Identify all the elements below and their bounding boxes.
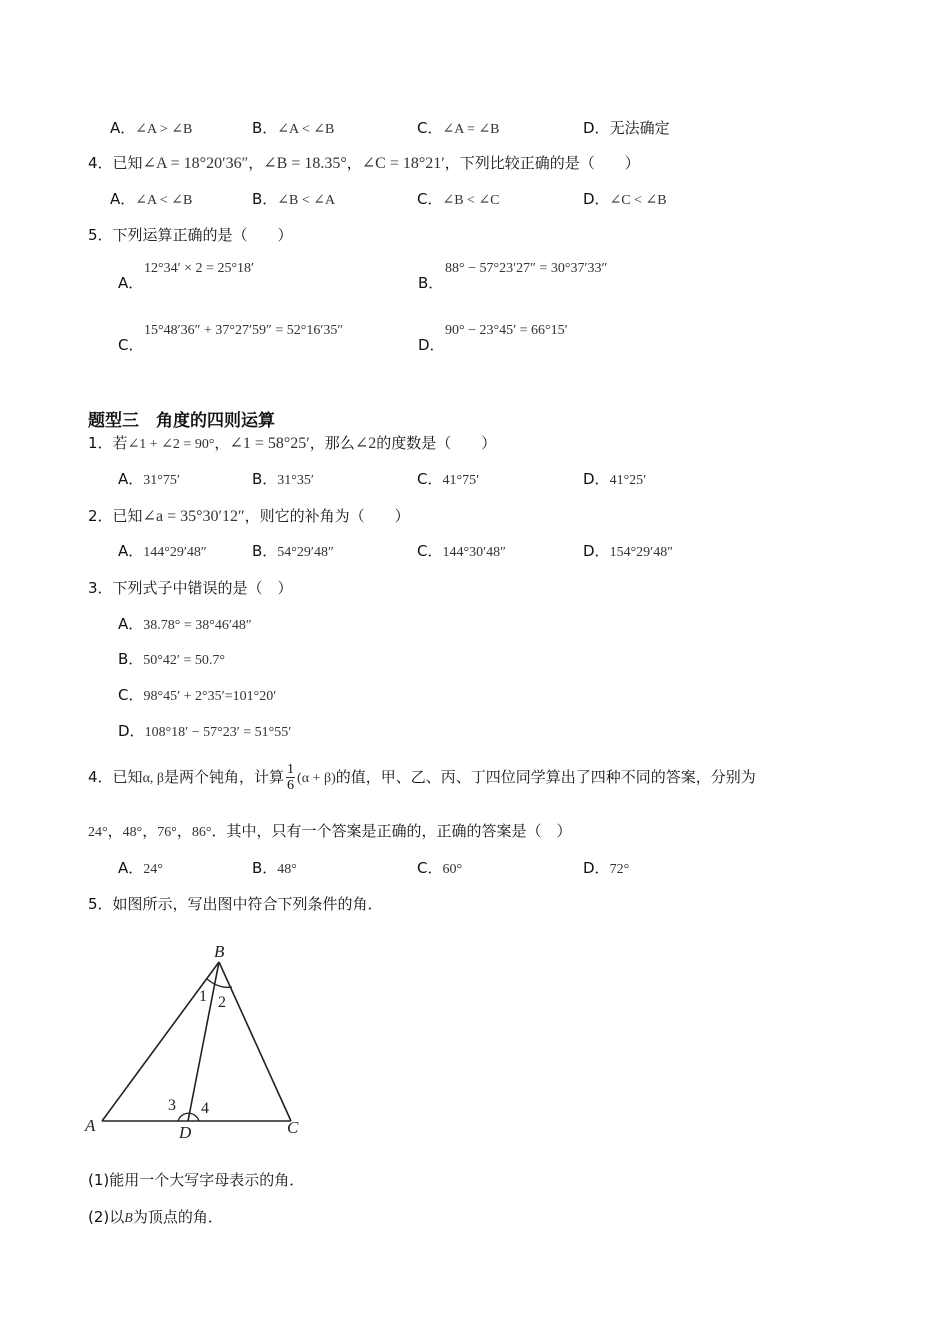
label-angle-1: 1 — [199, 988, 207, 1005]
triangle-figure — [80, 935, 320, 1145]
option-b: B．∠B < ∠A — [252, 190, 336, 208]
option-d: D．108°18′ − 57°23′ = 51°55′ — [118, 722, 292, 740]
option-a: A．24° — [118, 859, 163, 877]
sub-question-2: (2)以B为顶点的角． — [88, 1208, 223, 1226]
option-a: A．∠A > ∠B — [110, 119, 193, 137]
option-a: A．31°75′ — [118, 470, 180, 488]
option-d: D．154°29′48″ — [583, 542, 674, 560]
label-a: A — [85, 1116, 96, 1135]
label-d: D — [179, 1123, 192, 1142]
option-c: C．144°30′48″ — [417, 542, 506, 560]
question-5a: 5．下列运算正确的是（ ） — [88, 226, 293, 244]
option-d: D．∠C < ∠B — [583, 190, 667, 208]
option-d: D．72° — [583, 859, 630, 877]
question-3: 3．下列式子中错误的是（ ） — [88, 579, 293, 597]
label-angle-4: 4 — [201, 1100, 209, 1117]
option-c: C．∠A = ∠B — [417, 119, 500, 137]
option-b: B．48° — [252, 859, 297, 877]
option-a: A．∠A < ∠B — [110, 190, 193, 208]
option-b-label: B． — [418, 274, 444, 292]
option-c: C．∠B < ∠C — [417, 190, 500, 208]
label-angle-3: 3 — [168, 1097, 176, 1114]
option-b: 88° − 57°23′27″ = 30°37′33″ — [445, 261, 608, 276]
question-5: 5．如图所示，写出图中符合下列条件的角． — [88, 895, 383, 913]
option-d: 90° − 23°45′ = 66°15′ — [445, 323, 568, 338]
option-d: D．无法确定 — [583, 119, 670, 137]
question-4: 4．已知α, β是两个钝角，计算 $\frac{1}{6}$ (α + β)的值，甲、乙、丙、丁四位同学算出了四种不同的答案，分别为 — [88, 762, 756, 793]
option-c-label: C． — [118, 336, 144, 354]
sub-question-1: (1)能用一个大写字母表示的角． — [88, 1171, 305, 1189]
option-b: B．54°29′48″ — [252, 542, 334, 560]
option-d-label: D． — [418, 336, 445, 354]
option-a: A．38.78° = 38°46′48″ — [118, 615, 252, 633]
option-c: C．41°75′ — [417, 470, 480, 488]
segment-bd — [188, 962, 219, 1121]
option-b: B．50°42′ = 50.7° — [118, 650, 225, 668]
label-angle-2: 2 — [218, 994, 226, 1011]
option-b: B．31°35′ — [252, 470, 314, 488]
side-bc — [219, 962, 291, 1121]
option-d: D．41°25′ — [583, 470, 647, 488]
option-c: C．98°45′ + 2°35′=101°20′ — [118, 686, 277, 704]
question-4-line2: 24°，48°，76°，86°．其中，只有一个答案是正确的，正确的答案是（ ） — [88, 822, 572, 840]
option-a: A．144°29′48″ — [118, 542, 207, 560]
side-ab — [102, 962, 219, 1121]
option-b: B．∠A < ∠B — [252, 119, 335, 137]
question-1: 1．若∠1 + ∠2 = 90°，∠1 = 58°25′，那么∠2的度数是（ ） — [88, 434, 497, 452]
fraction: $\frac{1}{6}$ — [287, 762, 295, 793]
option-a: 12°34′ × 2 = 25°18′ — [144, 261, 255, 276]
option-c: 15°48′36″ + 37°27′59″ = 52°16′35″ — [144, 323, 344, 338]
option-a-label: A． — [118, 274, 144, 292]
option-c: C．60° — [417, 859, 463, 877]
label-b: B — [214, 942, 225, 961]
section-title: 题型三 角度的四则运算 — [88, 411, 275, 431]
label-c: C — [287, 1118, 299, 1137]
question-2: 2．已知∠a = 35°30′12″，则它的补角为（ ） — [88, 507, 410, 525]
question-4a: 4．已知∠A = 18°20′36″，∠B = 18.35°，∠C = 18°21′，下列比较正确的是（ ） — [88, 154, 640, 172]
